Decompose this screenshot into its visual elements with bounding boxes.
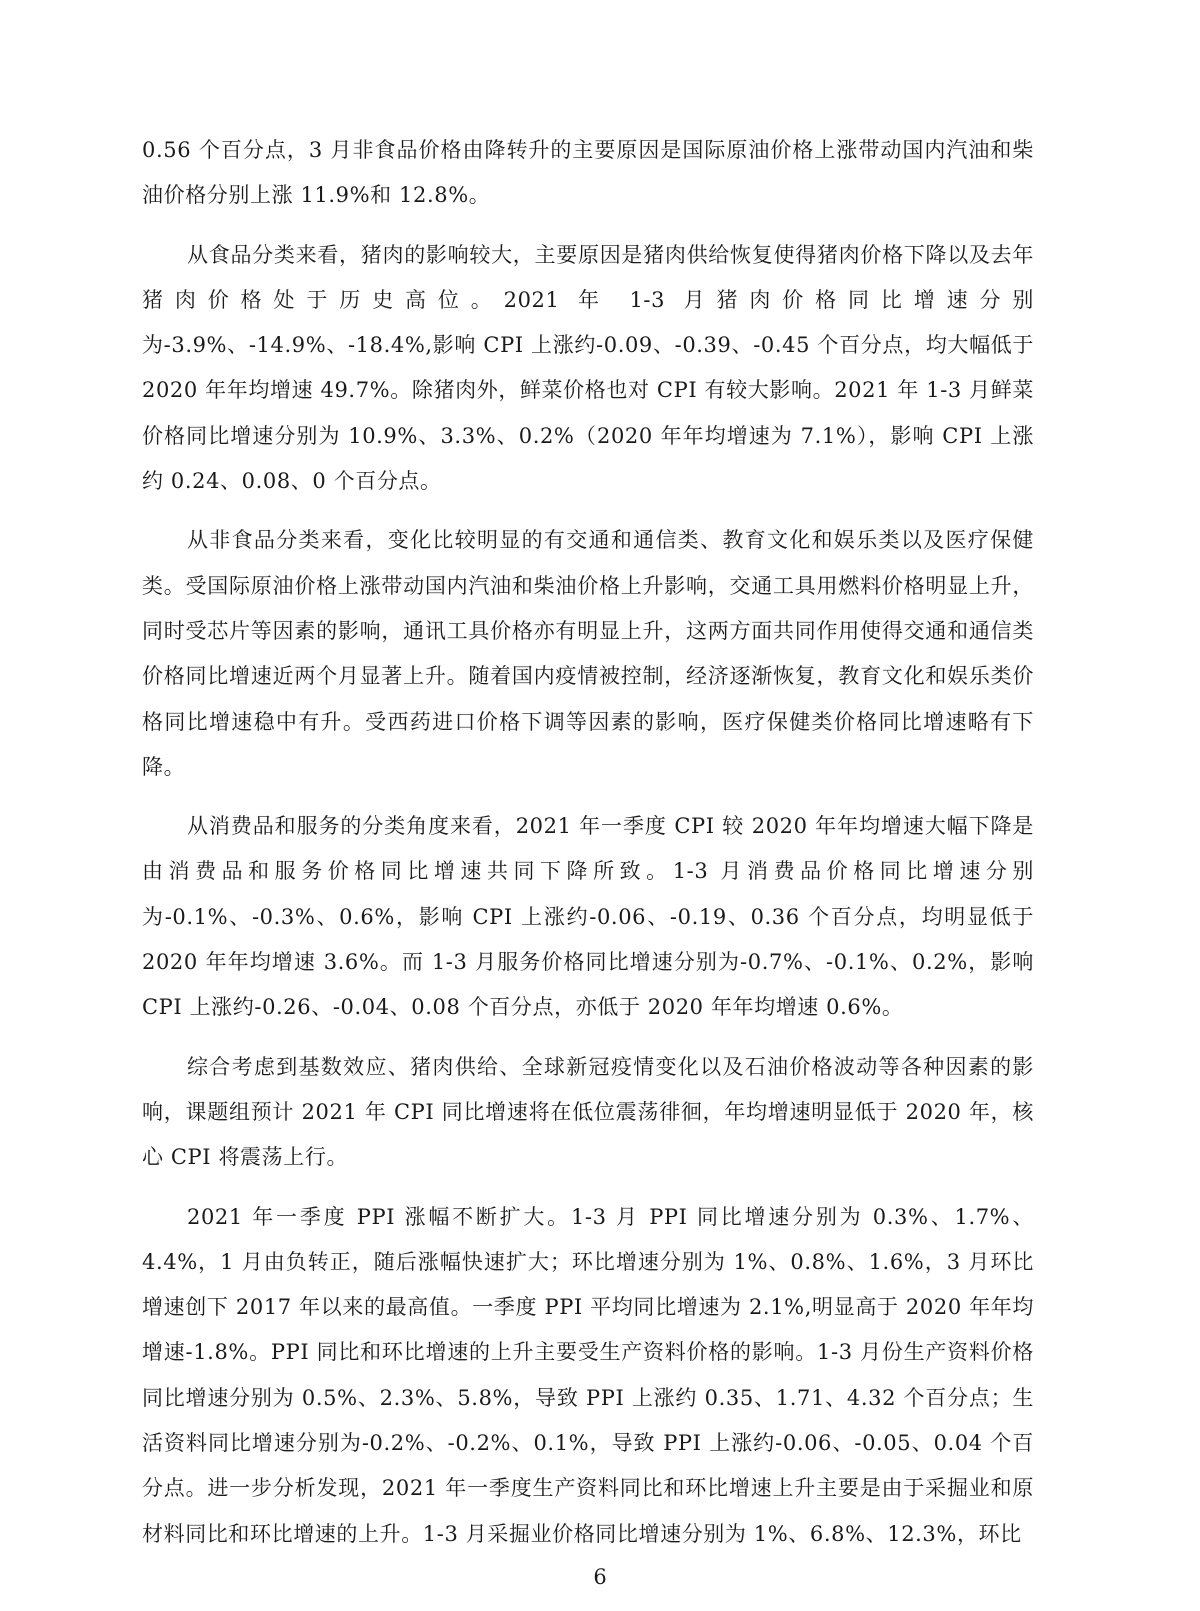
body-text — [142, 128, 1034, 1571]
paragraph-6: 2021 年一季度 PPI 涨幅不断扩大。1-3 月 PPI 同比增速分别为 0.3%、1.7%、4.4%，1 月由负转正，随后涨幅快速扩大；环比增速分别为 1%、0.8%、1.6%，3 月环比增速创下 2017 年以来的最高值。一季度 PPI 平均同比增速为 2.1%,明显高于 2020 年年均增速-1.8%。PPI 同比和环比增速的上升主要受生产资料价格的影响。1-3 月份生产资料价格同比增速分别为 0.5%、2.3%、5.8%，导致 PPI 上涨约 0.35、1.71、4.32 个百分点；生活资料同比增速分别为-0.2%、-0.2%、0.1%，导致 PPI 上涨约-0.06、-0.05、0.04 个百分点。进一步分析发现，2021 年一季度生产资料同比和环比增速上升主要是由于采掘业和原材料同比和环比增速的上升。1-3 月采掘业价格同比增速分别为 1%、6.8%、12.3%，环比 — [142, 1204, 1034, 1546]
paragraph-5: 综合考虑到基数效应、猪肉供给、全球新冠疫情变化以及石油价格波动等各种因素的影响，课题组预计 2021 年 CPI 同比增速将在低位震荡徘徊，年均增速明显低于 2020 年，核心 CPI 将震荡上行。 — [142, 1054, 1034, 1170]
paragraph-2: 从食品分类来看，猪肉的影响较大，主要原因是猪肉供给恢复使得猪肉价格下降以及去年猪肉价格处于历史高位。2021 年 1-3 月猪肉价格同比增速分别为-3.9%、-14.9%、-18.4%,影响 CPI 上涨约-0.09、-0.39、-0.45 个百分点，均大幅低于 2020 年年均增速 49.7%。除猪肉外，鲜菜价格也对 CPI 有较大影响。2021 年 1-3 月鲜菜价格同比增速分别为 10.9%、3.3%、0.2%（2020 年年均增速为 7.1%），影响 CPI 上涨约 0.24、0.08、0 个百分点。 — [142, 242, 1034, 494]
paragraph-4: 从消费品和服务的分类角度来看，2021 年一季度 CPI 较 2020 年年均增速大幅下降是由消费品和服务价格同比增速共同下降所致。1-3 月消费品价格同比增速分别为-0.1%、-0.3%、0.6%，影响 CPI 上涨约-0.06、-0.19、0.36 个百分点，均明显低于 2020 年年均增速 3.6%。而 1-3 月服务价格同比增速分别为-0.7%、-0.1%、0.2%，影响 CPI 上涨约-0.26、-0.04、0.08 个百分点，亦低于 2020 年年均增速 0.6%。 — [142, 814, 1034, 1020]
paragraph-1: 0.56 个百分点，3 月非食品价格由降转升的主要原因是国际原油价格上涨带动国内汽油和柴油价格分别上涨 11.9%和 12.8%。 — [142, 138, 1034, 208]
page-number: 6 — [593, 1565, 607, 1589]
paragraph-3: 从非食品分类来看，变化比较明显的有交通和通信类、教育文化和娱乐类以及医疗保健类。受国际原油价格上涨带动国内汽油和柴油价格上升影响，交通工具用燃料价格明显上升，同时受芯片等因素的影响，通讯工具价格亦有明显上升，这两方面共同作用使得交通和通信类价格同比增速近两个月显著上升。随着国内疫情被控制，经济逐渐恢复，教育文化和娱乐类价格同比增速稳中有升。受西药进口价格下调等因素的影响，医疗保健类价格同比增速略有下降。 — [142, 528, 1034, 779]
